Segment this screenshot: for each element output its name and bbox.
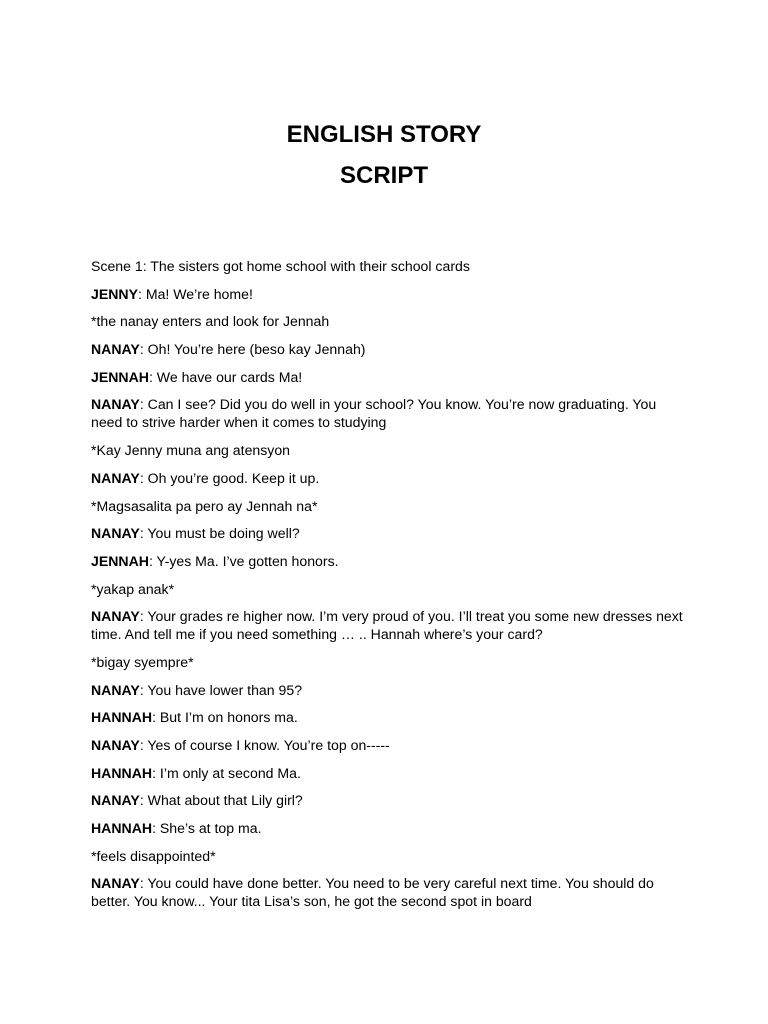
dialogue-text: : She’s at top ma. — [152, 820, 262, 837]
dialogue-line — [91, 469, 691, 487]
stage-direction: *feels disappointed* — [91, 847, 216, 864]
stage-direction: *bigay syempre* — [91, 653, 194, 670]
speaker-name: NANAY — [91, 341, 140, 358]
dialogue-text: : Yes of course I know. You’re top on----- — [139, 737, 390, 753]
dialogue-line — [91, 736, 691, 754]
dialogue-line — [91, 340, 691, 358]
dialogue-line — [91, 708, 691, 726]
stage-direction: *Kay Jenny muna ang atensyon — [91, 442, 291, 459]
speaker-name: JENNAH — [91, 368, 149, 385]
script-body — [91, 257, 691, 920]
speaker-name: JENNY — [91, 285, 138, 302]
dialogue-line — [91, 368, 691, 386]
dialogue-text: : You have lower than 95? — [139, 681, 303, 698]
speaker-name: NANAY — [91, 525, 140, 542]
speaker-name: NANAY — [91, 681, 140, 698]
speaker-name: NANAY — [91, 396, 140, 413]
dialogue-text: : I’m only at second Ma. — [152, 764, 301, 781]
dialogue-text: : You must be doing well? — [139, 525, 300, 542]
speaker-name: NANAY — [91, 737, 140, 753]
document-subtitle: SCRIPT — [339, 162, 428, 189]
dialogue-line — [91, 819, 691, 837]
stage-direction: *Magsasalita pa pero ay Jennah na* — [91, 497, 318, 514]
speaker-name: NANAY — [91, 469, 140, 486]
dialogue-line — [91, 552, 691, 570]
speaker-name: NANAY — [91, 792, 140, 809]
stage-direction: *yakap anak* — [91, 580, 175, 597]
speaker-name: HANNAH — [91, 820, 153, 837]
speaker-name: JENNAH — [91, 552, 149, 569]
dialogue-line — [91, 681, 691, 699]
dialogue-text: : You could have done better. You need to be very careful next time. You should do better. You know... Your tita Lisa’s son, he got the second spot in board — [91, 875, 654, 910]
document-title: ENGLISH STORY — [286, 121, 482, 148]
dialogue-line — [91, 285, 691, 303]
dialogue-text: : What about that Lily girl? — [139, 792, 303, 809]
dialogue-text: : Your grades re higher now. I’m very proud of you. I’ll treat you some new dresses next time. And tell me if you need something … .. Hannah where’s your card? — [91, 608, 683, 643]
dialogue-text: : Y-yes Ma. I’ve gotten honors. — [148, 552, 339, 569]
stage-direction: Scene 1: The sisters got home school with their school cards — [91, 258, 470, 274]
dialogue-line — [91, 395, 691, 431]
dialogue-text: : Oh! You’re here (beso kay Jennah) — [139, 341, 366, 358]
dialogue-text: : But I’m on honors ma. — [152, 709, 298, 726]
dialogue-text: : Can I see? Did you do well in your school? You know. You’re now graduating. You need to strive harder when it comes to studying — [91, 396, 657, 431]
dialogue-text: : Oh you’re good. Keep it up. — [139, 469, 320, 486]
speaker-name: HANNAH — [91, 709, 153, 726]
dialogue-text: : We have our cards Ma! — [148, 368, 303, 385]
stage-direction: *the nanay enters and look for Jennah — [91, 313, 330, 330]
speaker-name: NANAY — [91, 608, 140, 625]
dialogue-line — [91, 874, 691, 910]
speaker-name: HANNAH — [91, 764, 153, 781]
dialogue-line — [91, 607, 691, 643]
speaker-name: NANAY — [91, 875, 140, 892]
dialogue-line — [91, 791, 691, 809]
dialogue-line — [91, 764, 691, 782]
dialogue-line — [91, 524, 691, 542]
dialogue-text: : Ma! We’re home! — [138, 285, 253, 302]
